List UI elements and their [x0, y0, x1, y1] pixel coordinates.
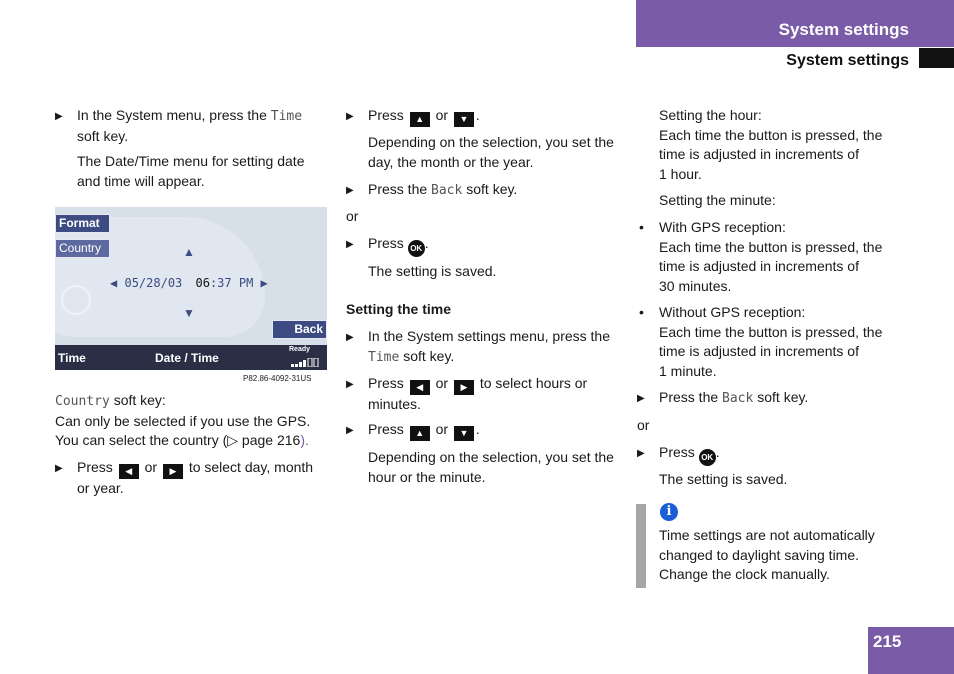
date-time-value — [110, 276, 268, 290]
softkey-label: Time — [368, 349, 400, 365]
down-key-icon: ▼ — [454, 112, 474, 127]
sub-title: System settings — [786, 52, 909, 69]
sub-title-marker — [919, 48, 954, 68]
col2-or: or — [346, 208, 359, 224]
col2-saved: The setting is saved. — [368, 263, 497, 279]
gps-inc: 30 minutes. — [659, 277, 732, 294]
mercedes-star-logo — [61, 285, 91, 315]
menu-name: Date / Time — [155, 351, 219, 365]
right-key-icon: ▶ — [163, 464, 183, 479]
status-bar — [55, 345, 327, 370]
step-text: soft key. — [77, 127, 129, 144]
col3-or: or — [637, 417, 650, 433]
page-number: 215 — [873, 632, 902, 651]
soft-key-text: soft key. — [757, 389, 809, 405]
col2-step-time — [346, 327, 621, 367]
left-key-icon: ◀ — [410, 380, 430, 395]
bullet-icon: ▶ — [55, 111, 63, 122]
softkey-label: Time — [270, 109, 303, 124]
press-text: Press — [77, 459, 113, 475]
softkey-label: Back — [722, 391, 754, 406]
country-line2: Can only be selected if you use the GPS. — [55, 412, 311, 429]
soft-key-text: soft key. — [403, 347, 455, 364]
col3-saved: The setting is saved. — [659, 471, 788, 487]
step-text: to select hours or minutes. — [368, 375, 588, 412]
softkey-label: Country — [55, 394, 110, 409]
or-text: or — [435, 107, 449, 123]
col2-step-updown2: ▶ Press ▲ or ▼ . — [346, 420, 616, 441]
col2-step-ok: ▶ Press OK . — [346, 234, 616, 257]
bullet-icon: ▶ — [55, 463, 63, 474]
col2-step-back — [346, 180, 616, 201]
signal-strength-icon — [291, 356, 321, 365]
gps-title: With GPS reception: — [659, 219, 786, 235]
hour-block — [659, 106, 909, 184]
nogps-title: Without GPS reception: — [659, 304, 806, 320]
display-screenshot — [55, 207, 327, 370]
country-description — [55, 391, 330, 451]
info-icon — [660, 503, 678, 521]
minute-title: Setting the minute: — [659, 192, 776, 208]
press-text: Press — [368, 235, 404, 251]
bullet-icon: ▶ — [346, 379, 354, 390]
col1-step1 — [55, 106, 327, 146]
nogps-inc: 1 minute. — [659, 362, 717, 379]
country-softkey[interactable]: Country — [55, 239, 110, 258]
page-number-band — [868, 627, 954, 674]
info-glyph: i — [666, 504, 672, 519]
press-the-text: Press the — [659, 389, 719, 405]
press-text: Press — [659, 444, 695, 460]
bullet-icon: ▶ — [346, 185, 354, 196]
bullet-icon: ▶ — [346, 111, 354, 122]
bullet-icon: ▶ — [346, 332, 354, 343]
col1-info1: The Date/Time menu for setting date and time will appear. — [77, 153, 305, 189]
gps-item — [637, 218, 909, 296]
note-bar — [636, 504, 646, 588]
country-line3-end: ). — [300, 432, 309, 448]
hour-title: Setting the hour: — [659, 107, 762, 123]
page-reference-link[interactable]: ▷ page 216 — [227, 432, 301, 448]
soft-key-text: soft key. — [466, 181, 518, 197]
col3-step-ok: ▶ Press OK . — [637, 443, 909, 466]
ok-button-icon: OK — [408, 240, 425, 257]
col2-step-updown: ▶ Press ▲ or ▼ . — [346, 106, 616, 127]
up-arrow-icon: ▲ — [183, 245, 195, 259]
setting-time-heading: Setting the time — [346, 301, 452, 317]
bullet-icon: ▶ — [346, 425, 354, 436]
or-text: or — [435, 421, 449, 437]
col2-info-depending: Depending on the selection, you set the day, the month or the year. — [368, 134, 614, 170]
bullet-icon: ▶ — [637, 393, 645, 404]
hour-desc: Each time the button is pressed, the time is adjusted in increments of — [659, 126, 883, 162]
down-arrow-icon: ▼ — [183, 306, 195, 320]
country-label: soft key: — [113, 392, 166, 408]
press-text: Press — [368, 107, 404, 123]
section-title: System settings — [778, 20, 909, 39]
date-value: 05/28/03 — [124, 276, 183, 290]
format-softkey[interactable]: Format — [55, 214, 110, 233]
press-the-text: Press the — [368, 181, 428, 197]
back-softkey[interactable]: Back — [272, 320, 327, 339]
press-text: Press — [368, 375, 404, 391]
bullet-dot-icon: • — [639, 219, 644, 235]
right-arrow-icon: ▶ — [260, 276, 268, 290]
header-section-band — [636, 0, 954, 47]
step-text: In the System settings menu, press the — [368, 328, 611, 344]
up-key-icon: ▲ — [410, 426, 430, 441]
bullet-icon: ▶ — [637, 448, 645, 459]
nogps-item — [637, 303, 909, 381]
bullet-dot-icon: • — [639, 304, 644, 320]
up-key-icon: ▲ — [410, 112, 430, 127]
col1-step2 — [55, 458, 327, 499]
time-rest: :37 PM — [209, 276, 254, 290]
time-softkey[interactable]: Time — [58, 351, 86, 365]
press-text: Press — [368, 421, 404, 437]
hour-inc: 1 hour. — [659, 165, 702, 182]
image-caption: P82.86-4092-31US — [243, 374, 312, 383]
ready-indicator: Ready — [289, 346, 311, 353]
col2-step-leftright — [346, 374, 621, 415]
down-key-icon: ▼ — [454, 426, 474, 441]
softkey-label: Back — [431, 183, 463, 198]
step-text: to select day, month or year. — [77, 459, 314, 496]
note-text: Time settings are not automatically changed to daylight saving time. Change the clock manually. — [659, 527, 875, 582]
hour-value: 06 — [195, 276, 210, 290]
col3-step-back — [637, 388, 909, 409]
left-key-icon: ◀ — [119, 464, 139, 479]
right-key-icon: ▶ — [454, 380, 474, 395]
bullet-icon: ▶ — [346, 239, 354, 250]
country-line3: You can select the country ( — [55, 432, 228, 448]
nogps-desc: Each time the button is pressed, the time is adjusted in increments of — [659, 323, 883, 359]
ok-button-icon: OK — [699, 449, 716, 466]
col2-info-depending2: Depending on the selection, you set the hour or the minute. — [368, 449, 614, 485]
left-arrow-icon: ◀ — [110, 276, 118, 290]
or-text: or — [144, 459, 158, 475]
step-text: In the System menu, press the — [77, 107, 267, 123]
gps-desc: Each time the button is pressed, the time is adjusted in increments of — [659, 238, 883, 274]
or-text: or — [435, 375, 449, 391]
